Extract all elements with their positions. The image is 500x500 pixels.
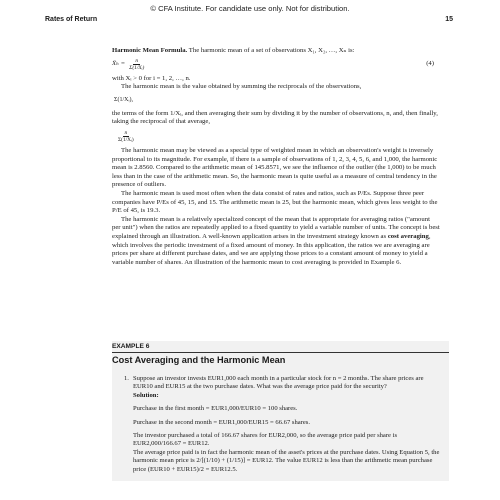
solution-line-2: Purchase in the second month = EUR1,000/EUR15 = 66.67 shares. bbox=[133, 418, 311, 426]
example-label: EXAMPLE 6 bbox=[112, 343, 150, 350]
example-title: Cost Averaging and the Harmonic Mean bbox=[112, 355, 286, 365]
formula-block bbox=[112, 57, 440, 73]
question-number: 1. bbox=[124, 375, 129, 382]
solution-line-1: Purchase in the first month = EUR1,000/EUR10 = 100 shares. bbox=[133, 405, 298, 413]
formula-fraction bbox=[128, 58, 145, 71]
paragraph-3: The harmonic mean may be viewed as a special type of weighted mean in which an observation's weight is inversely proportional to its magnitude. For example, if there is a sample of observations of 1, 2, 3, 4, 5, 6, and 1,000, the harmonic mean is 2.8560. Compared to the arithmetic mean of 145.8571, we see the influence of the outlier (the 1,000) to be much less than in the case of the arithmetic mean. So, the harmonic mean is quite useful as a measure of central tendency in the presence of outliers. bbox=[112, 146, 438, 189]
example-divider bbox=[112, 352, 449, 353]
harmonic-mean-formula bbox=[112, 58, 145, 71]
section-heading: Harmonic Mean Formula. bbox=[112, 47, 188, 54]
page-body bbox=[112, 47, 440, 267]
formula-numerator: n bbox=[135, 58, 139, 65]
copyright-watermark: © CFA Institute. For candidate use only. Not for distribution. bbox=[150, 4, 350, 13]
paragraph-5-part-b: , which involves the periodic investment of a fixed amount of money. In this application, the ratios we are averaging are prices per share at different purchase dates, and we are applying those prices to a constant amount of money to yield a variable number of shares. An illustration of the harmonic mean to cost averaging is provided in Example 6. bbox=[112, 232, 431, 266]
solution-label-text: Solution: bbox=[133, 391, 159, 399]
reciprocal-denominator: Σ(1/Xᵢ) bbox=[118, 136, 134, 143]
example-body bbox=[124, 375, 444, 474]
paragraph-1: The harmonic mean is the value obtained by summing the reciprocals of the observations, bbox=[121, 83, 362, 91]
intro-text: The harmonic mean of a set of observations X₁, X₂, …, Xₙ is: bbox=[188, 47, 355, 54]
solution-line-4: The average price paid is in fact the harmonic mean of the asset's prices at the purchase dates. Using Equation 5, the harmonic mean price is 2/[(1/10) + (1/15)] = EUR12. The value EUR12 is less than the arithmetic mean purchase price (EUR10 + EUR15)/2 = EUR12.5. bbox=[133, 448, 440, 473]
reciprocal-fraction bbox=[117, 130, 135, 143]
paragraph-2: the terms of the form 1/Xᵢ, and then averaging their sum by dividing it by the number of observations, n, and, then finally, taking the reciprocal of that average, bbox=[112, 109, 438, 126]
paragraph-4: The harmonic mean is used most often when the data consist of rates and ratios, such as P/Es. Suppose three peer companies have P/Es of 45, 15, and 15. The arithmetic mean is 25, but the harmonic mean, which gives less weight to the P/E of 45, is 19.3. bbox=[112, 189, 438, 215]
question-text: Suppose an investor invests EUR1,000 each month in a particular stock for n = 2 months. The share prices are EUR10 and EUR15 at the two purchase dates. What was the average price paid for the security? bbox=[133, 375, 424, 391]
condition-text: with Xᵢ > 0 for i = 1, 2, …, n. bbox=[112, 74, 191, 82]
example-question bbox=[124, 375, 444, 392]
running-head: Rates of Return bbox=[45, 16, 98, 23]
paragraph-5-part-a: The harmonic mean is a relatively specialized concept of the mean that is appropriate for averaging ratios ("amount per unit") when the ratios are repeatedly applied to a fixed quantity to yield a variable number of units. The concept is best explained through an illustration. A well-known application arises in the investment strategy known as bbox=[112, 215, 440, 240]
solution-line-3: The investor purchased a total of 166.67 shares for EUR2,000, so the average price paid per share is EUR2,000/166.67 = EUR12. bbox=[133, 432, 398, 448]
sum-text: Σ(1/Xᵢ), bbox=[114, 97, 133, 104]
paragraph-5 bbox=[112, 216, 440, 268]
formula-denominator: Σ(1/Xᵢ) bbox=[129, 65, 145, 72]
page-number: 15 bbox=[445, 16, 453, 23]
harmonic-mean-intro bbox=[112, 47, 440, 56]
reciprocal-average-expression bbox=[114, 129, 440, 144]
solution-label bbox=[124, 392, 444, 400]
cost-averaging-term: cost averaging bbox=[387, 232, 429, 240]
formula-lhs: X̄ₕ = bbox=[112, 60, 126, 68]
reciprocal-numerator: n bbox=[124, 129, 128, 136]
sum-expression bbox=[114, 94, 133, 108]
equation-number: (4) bbox=[426, 60, 434, 68]
